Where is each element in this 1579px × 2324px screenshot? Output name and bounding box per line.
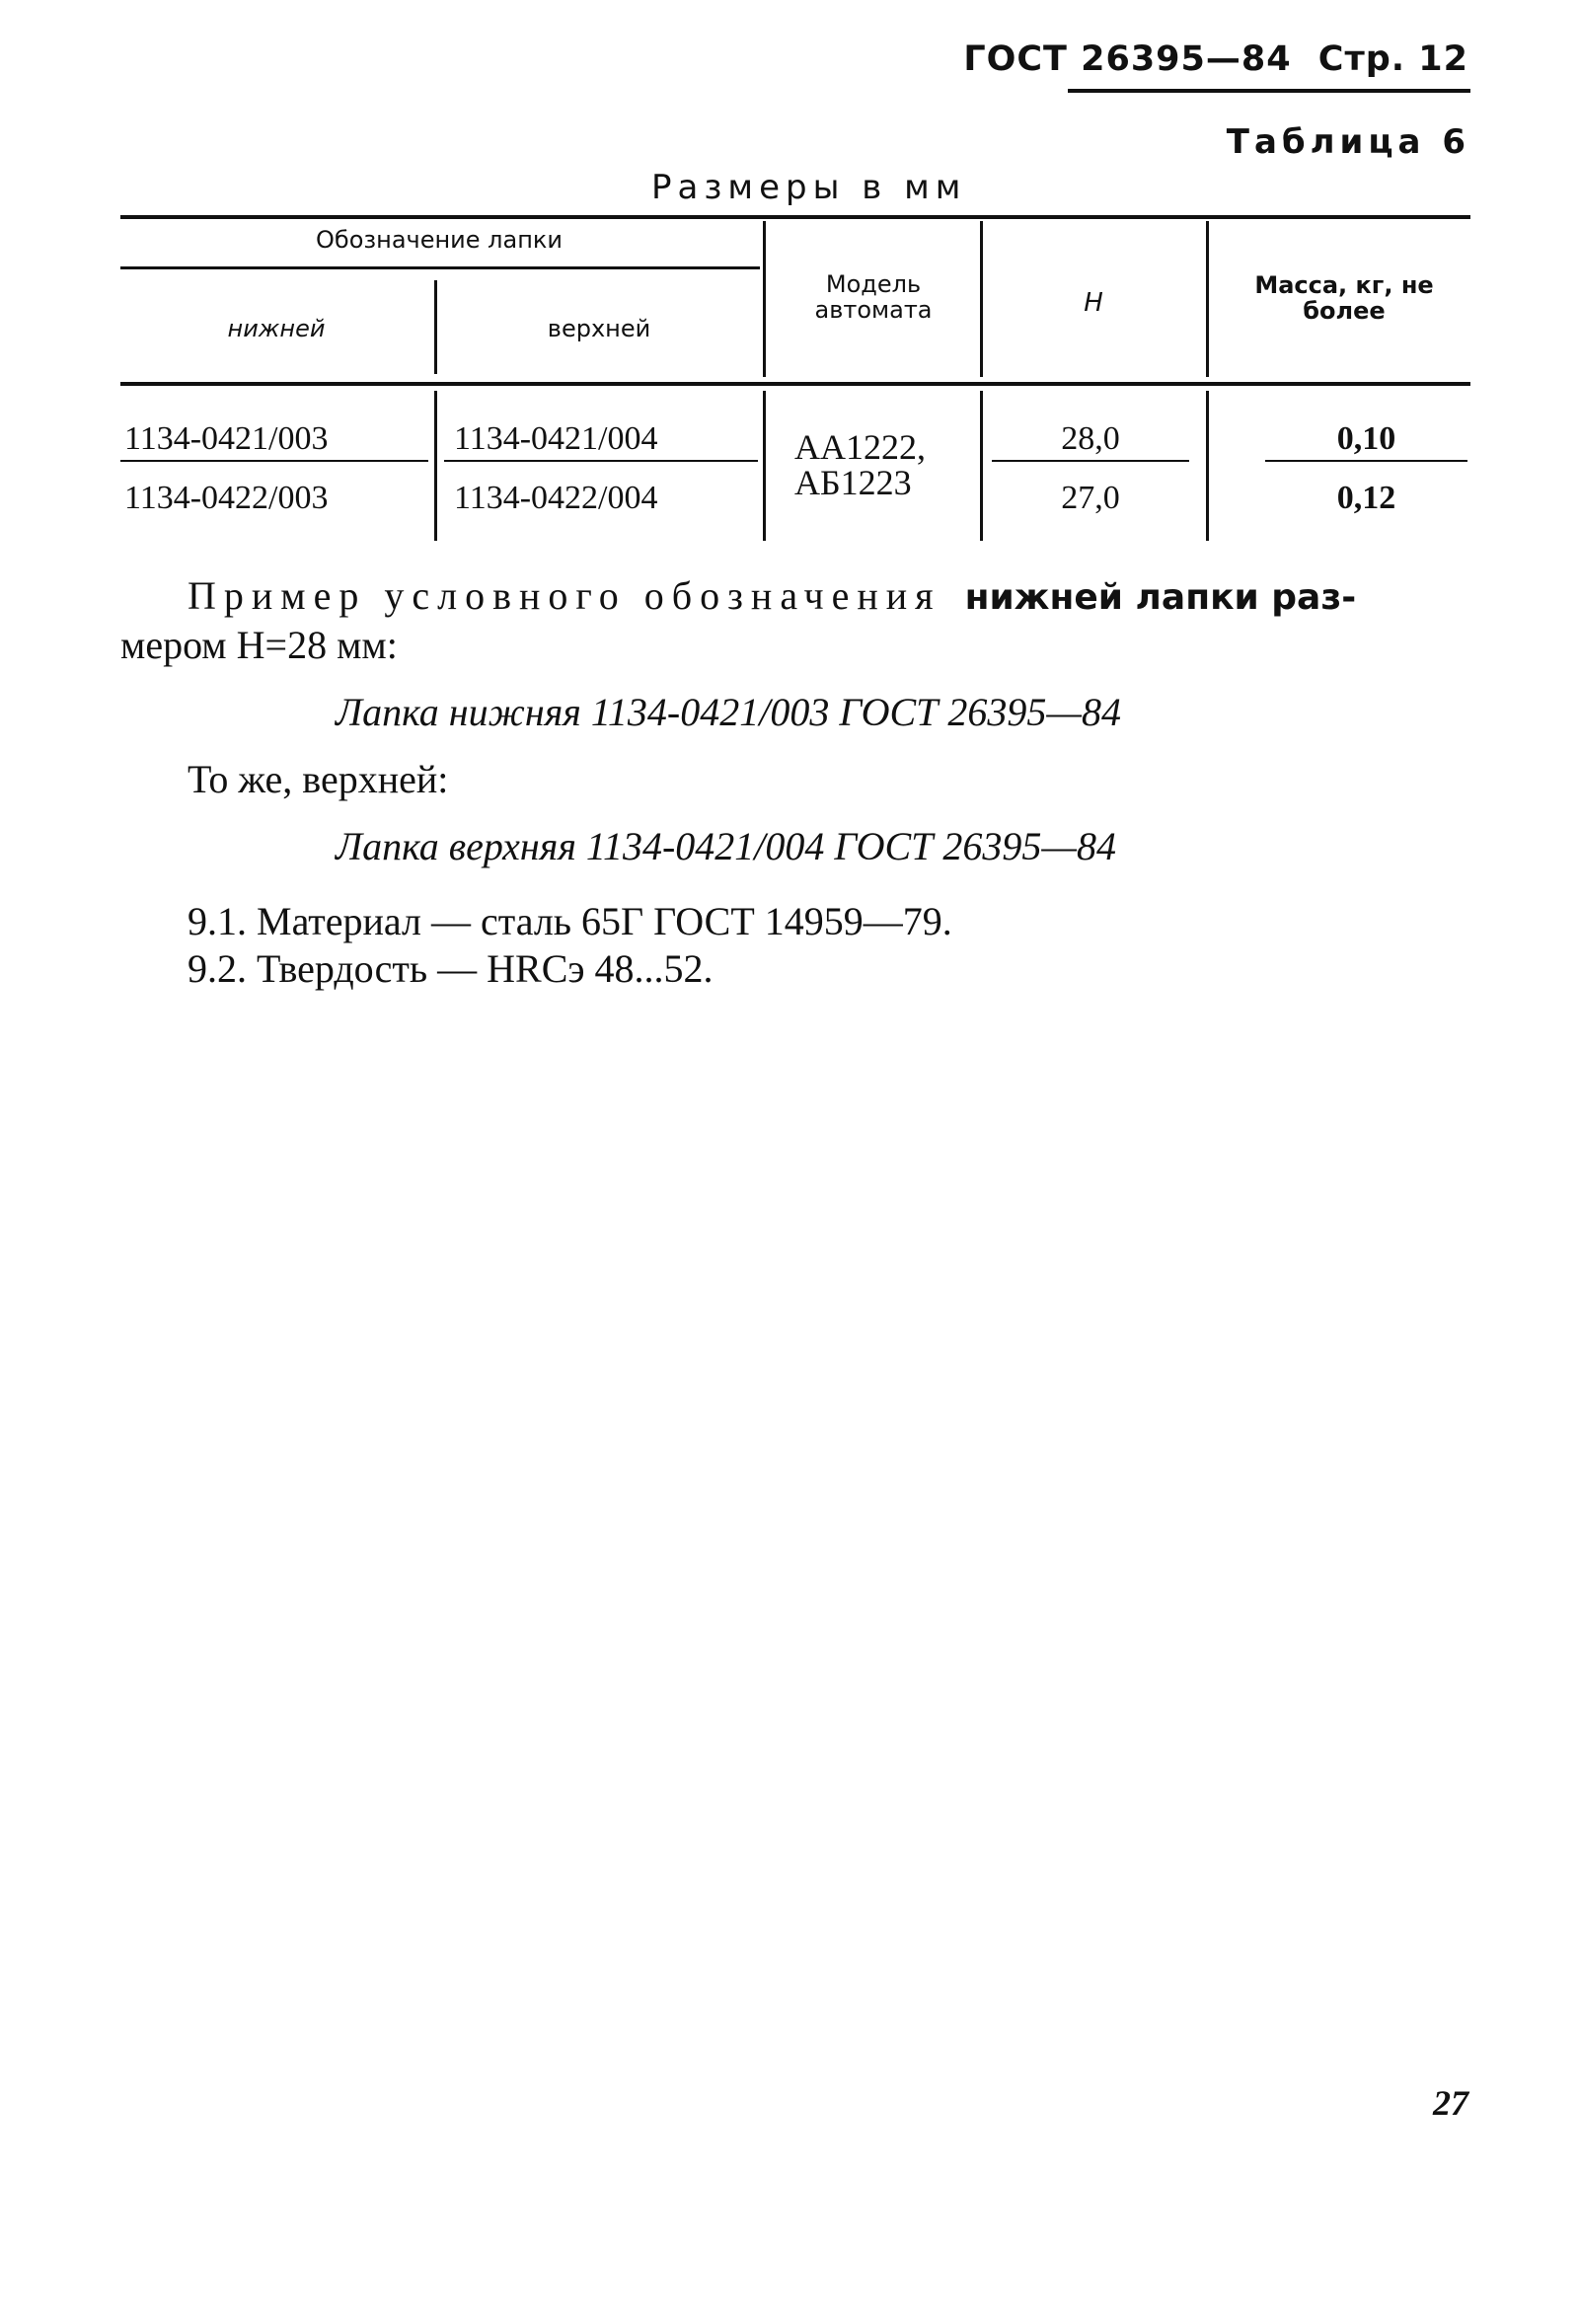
header-h: H [1084, 288, 1103, 318]
table-head-bottom-rule [120, 382, 1470, 386]
cell-mass-2: 0,12 [1336, 480, 1396, 516]
example-line-2: мером H=28 мм: [120, 623, 398, 667]
row-separator-upper [444, 460, 758, 462]
col-rule-3b [980, 391, 983, 541]
cell-mass-1: 0,10 [1336, 420, 1396, 457]
header-rule [1068, 89, 1470, 93]
header-upper: верхней [547, 315, 651, 342]
example-rest: нижней лапки раз- [964, 577, 1357, 618]
table-units: Размеры в мм [651, 168, 967, 207]
cell-upper-2: 1134-0422/004 [454, 480, 658, 516]
header-page: Стр. 12 [1317, 39, 1468, 79]
cell-h-2: 27,0 [1061, 480, 1120, 516]
row-separator-mass [1265, 460, 1467, 462]
col-rule-4 [1206, 221, 1209, 377]
col-rule-1b [434, 391, 437, 541]
table-label: Таблица 6 [1226, 122, 1470, 162]
header-model: Модель автомата [814, 270, 933, 324]
table-group-rule [120, 266, 760, 269]
cell-upper-1: 1134-0421/004 [454, 420, 658, 457]
header-mass: Масса, кг, не более [1254, 271, 1434, 325]
cell-model-1: АА1222, [794, 427, 926, 467]
col-rule-2b [763, 391, 766, 541]
running-header [963, 39, 1468, 79]
col-rule-2 [763, 221, 766, 377]
page-number: 27 [1433, 2083, 1468, 2123]
header-lower: нижней [227, 315, 326, 342]
item-9-1: 9.1. Материал — сталь 65Г ГОСТ 14959—79. [188, 899, 952, 943]
designation-upper: Лапка верхняя 1134-0421/004 ГОСТ 26395—84 [336, 824, 1116, 868]
header-doc: ГОСТ 26395—84 [963, 39, 1292, 79]
table-top-rule [120, 215, 1470, 219]
cell-h-1: 28,0 [1061, 420, 1120, 457]
col-rule-1 [434, 280, 437, 374]
cell-lower-1: 1134-0421/003 [124, 420, 329, 457]
designation-lower: Лапка нижняя 1134-0421/003 ГОСТ 26395—84 [336, 690, 1121, 734]
row-separator-lower [120, 460, 428, 462]
cell-lower-2: 1134-0422/003 [124, 480, 329, 516]
header-designation-group: Обозначение лапки [316, 226, 563, 254]
item-9-2: 9.2. Твердость — HRCэ 48...52. [188, 946, 714, 991]
example-lead: Пример условного обозначения [188, 573, 941, 618]
row-separator-h [992, 460, 1189, 462]
col-rule-4b [1206, 391, 1209, 541]
same-upper: То же, верхней: [188, 757, 449, 801]
cell-model-2: АБ1223 [794, 463, 912, 502]
example-paragraph [188, 572, 1470, 622]
